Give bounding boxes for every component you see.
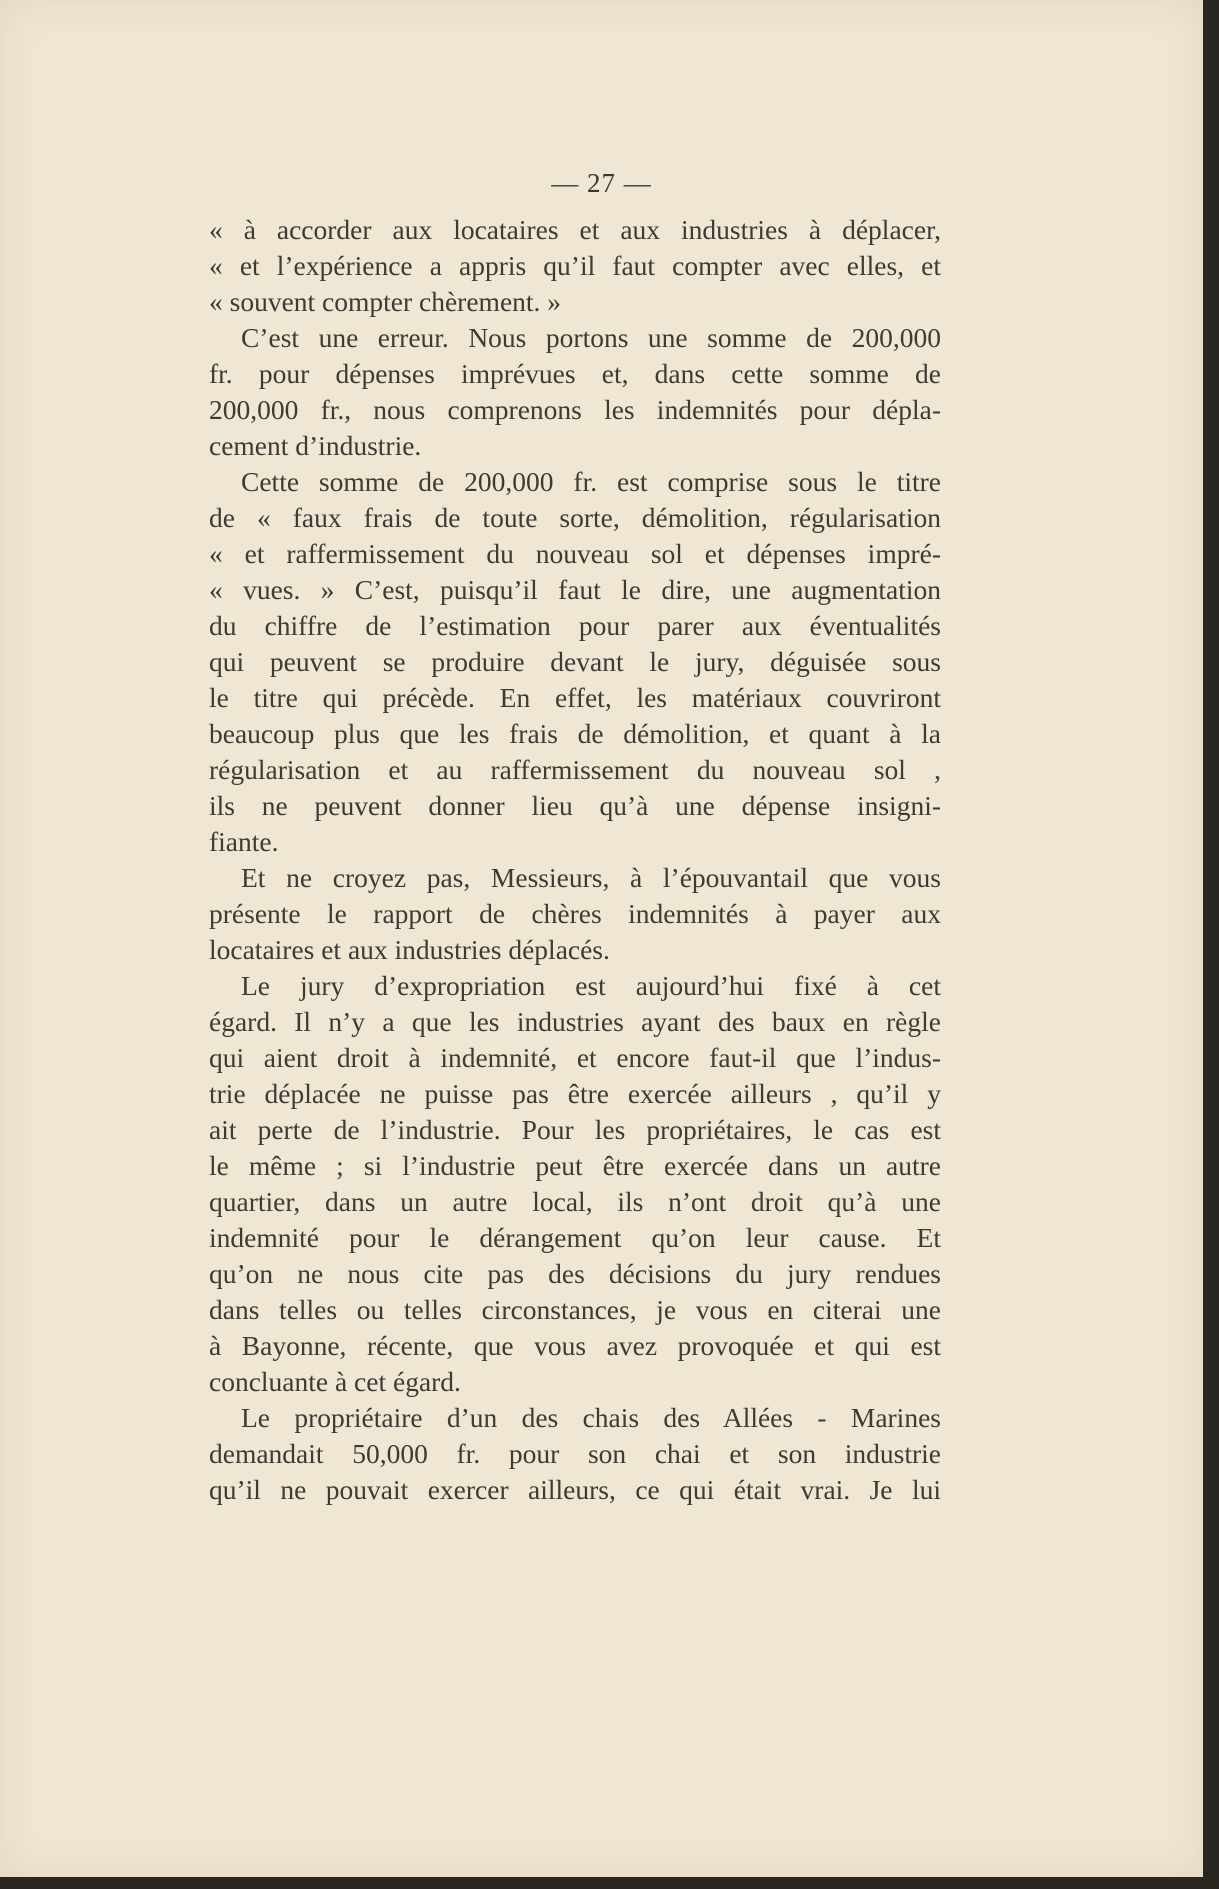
text-line: ait perte de l’industrie. Pour les propriétaires, le cas est [209,1114,941,1145]
text-line: qui aient droit à indemnité, et encore faut-il que l’indus- [209,1042,941,1073]
scan-border-bottom [0,1877,1219,1889]
text-line: C’est une erreur. Nous portons une somme de 200,000 [241,322,941,353]
text-line: indemnité pour le dérangement qu’on leur cause. Et [209,1222,941,1253]
text-line: fr. pour dépenses imprévues et, dans cette somme de [209,358,941,389]
text-line: qui peuvent se produire devant le jury, déguisée sous [209,646,941,677]
text-line: dans telles ou telles circonstances, je vous en citerai une [209,1294,941,1325]
text-line: qu’on ne nous cite pas des décisions du jury rendues [209,1258,941,1289]
text-line: « et raffermissement du nouveau sol et dépenses impré- [209,538,941,569]
text-line: de « faux frais de toute sorte, démolition, régularisation [209,502,941,533]
text-line: cement d’industrie. [209,430,422,461]
body-text [209,212,941,1508]
text-line: beaucoup plus que les frais de démolition, et quant à la [209,718,941,749]
text-line: locataires et aux industries déplacés. [209,934,610,965]
scan-border-right [1203,0,1219,1889]
text-line: égard. Il n’y a que les industries ayant des baux en règle [209,1006,941,1037]
text-line: du chiffre de l’estimation pour parer aux éventualités [209,610,941,641]
text-line: ils ne peuvent donner lieu qu’à une dépense insigni- [209,790,941,821]
text-line: concluante à cet égard. [209,1366,461,1397]
text-line: trie déplacée ne puisse pas être exercée ailleurs , qu’il y [209,1078,941,1109]
text-line: le titre qui précède. En effet, les matériaux couvriront [209,682,941,713]
text-line: demandait 50,000 fr. pour son chai et son industrie [209,1438,941,1469]
text-line: « à accorder aux locataires et aux industries à déplacer, [209,214,941,245]
text-line: Le jury d’expropriation est aujourd’hui fixé à cet [241,970,941,1001]
text-line: Et ne croyez pas, Messieurs, à l’épouvantail que vous [241,862,941,893]
text-line: quartier, dans un autre local, ils n’ont droit qu’à une [209,1186,941,1217]
text-line: le même ; si l’industrie peut être exercée dans un autre [209,1150,941,1181]
text-line: 200,000 fr., nous comprenons les indemnités pour dépla- [209,394,941,425]
text-line: fiante. [209,826,279,857]
text-line: présente le rapport de chères indemnités à payer aux [209,898,941,929]
text-line: qu’il ne pouvait exercer ailleurs, ce qui était vrai. Je lui [209,1474,941,1505]
text-line: à Bayonne, récente, que vous avez provoquée et qui est [209,1330,941,1361]
text-line: « souvent compter chèrement. » [209,286,562,317]
text-line: régularisation et au raffermissement du nouveau sol , [209,754,941,785]
page-number: — 27 — [551,168,652,198]
text-line: « vues. » C’est, puisqu’il faut le dire, une augmentation [209,574,941,605]
text-line: Cette somme de 200,000 fr. est comprise sous le titre [241,466,941,497]
text-line: Le propriétaire d’un des chais des Allées - Marines [241,1402,941,1433]
text-line: « et l’expérience a appris qu’il faut compter avec elles, et [209,250,941,281]
